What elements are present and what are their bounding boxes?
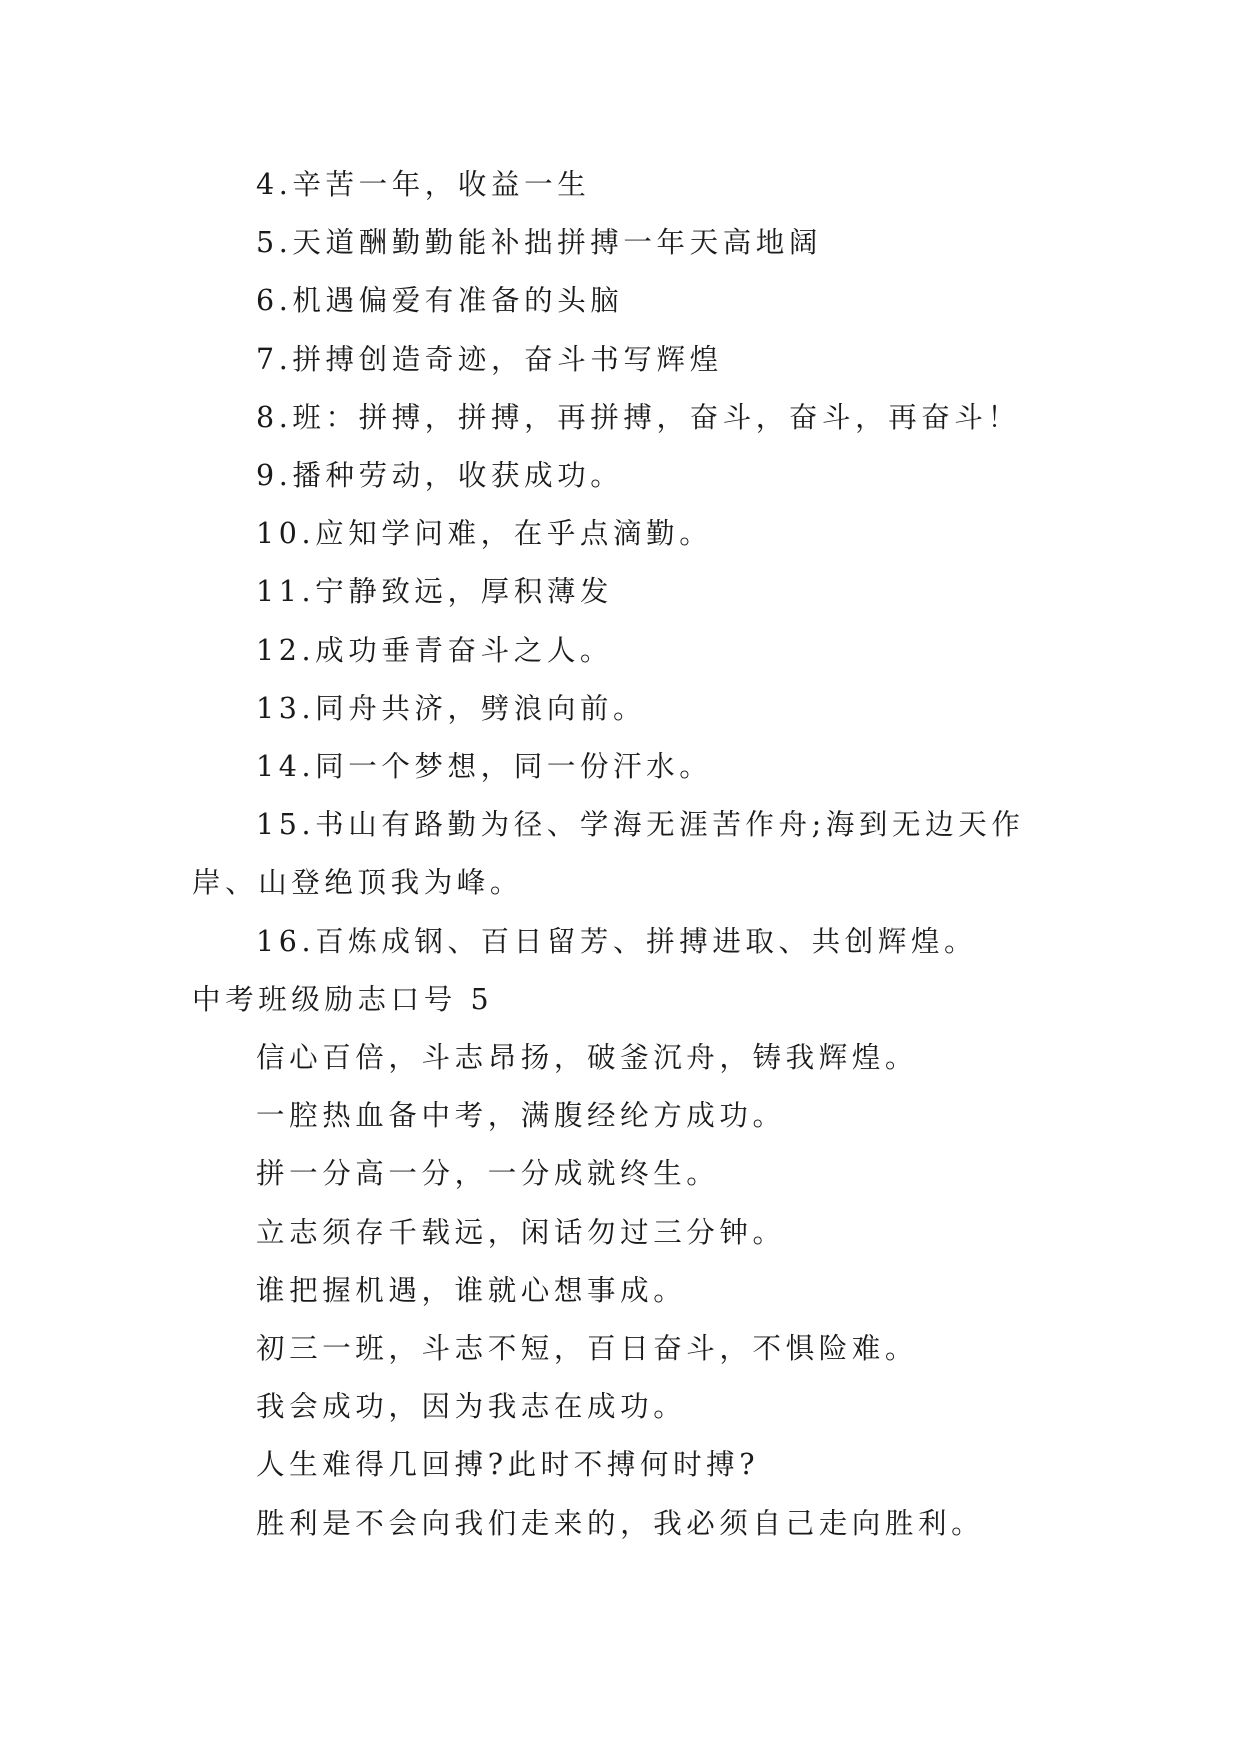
slogan-item: 一腔热血备中考，满腹经纶方成功。 [256,1099,786,1133]
list-item: 14.同一个梦想，同一份汗水。 [256,750,713,784]
slogan-item: 信心百倍，斗志昂扬，破釜沉舟，铸我辉煌。 [256,1041,919,1075]
list-item-16: 16.百炼成钢、百日留芳、拼搏进取、共创辉煌。 [256,924,978,958]
list-item: 7.拼搏创造奇迹，奋斗书写辉煌 [256,342,723,376]
list-item: 6.机遇偏爱有准备的头脑 [256,284,624,318]
slogan-item: 拼一分高一分，一分成就终生。 [256,1157,720,1191]
list-item-15: 15.书山有路勤为径、学海无涯苦作舟;海到无边天作岸、山登绝顶我为峰。 [192,808,1025,900]
document-body [192,156,1062,1553]
section-heading: 中考班级励志口号 5 [192,982,494,1016]
slogan-item: 胜利是不会向我们走来的，我必须自己走向胜利。 [256,1506,985,1540]
list-item: 5.天道酬勤勤能补拙拼搏一年天高地阔 [256,226,822,260]
list-item: 8.班：拼搏，拼搏，再拼搏，奋斗，奋斗，再奋斗！ [256,400,1021,434]
slogan-item: 我会成功，因为我志在成功。 [256,1390,687,1424]
list-item: 12.成功垂青奋斗之人。 [256,633,614,667]
list-item: 9.播种劳动，收获成功。 [256,459,624,493]
list-item: 10.应知学问难，在乎点滴勤。 [256,517,713,551]
list-item: 4.辛苦一年，收益一生 [256,168,591,201]
list-item: 11.宁静致远，厚积薄发 [256,575,614,609]
list-item: 13.同舟共济，劈浪向前。 [256,691,647,725]
slogan-item: 人生难得几回搏?此时不搏何时搏? [256,1448,760,1482]
slogan-item: 初三一班，斗志不短，百日奋斗，不惧险难。 [256,1332,919,1366]
slogan-item: 立志须存千载远，闲话勿过三分钟。 [256,1215,786,1249]
slogan-item: 谁把握机遇，谁就心想事成。 [256,1273,687,1307]
